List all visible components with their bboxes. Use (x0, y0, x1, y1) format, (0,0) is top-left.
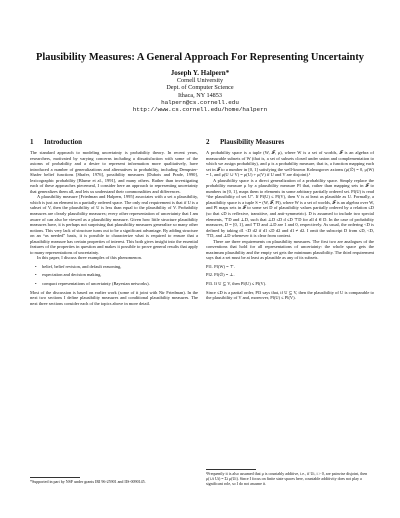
intro-paragraph-4: Most of the discussion is based on earlier work (some of it joint with Nir Friedman). In the next two sections I define plausibility measures and conditional plausibility measures. The next three sections consider each of the topics above in more detail. (30, 289, 198, 306)
list-item: • belief, belief revision, and default reasoning, (42, 264, 198, 270)
author-email: halpern@cs.cornell.edu (161, 99, 239, 107)
pm-paragraph-1: A probability space is a tuple (W, 𝓕, μ), where W is a set of worlds, 𝓕 is an algebra of measurable subsets of W (that is, a set of subsets closed under union and complementation to which we assign probability), and μ is a probability measure, that is, a function mapping each set in 𝓕 to a number in [0, 1] satisfying the well-known Kolmogorov axioms (μ(∅) = 0, μ(W) = 1, and μ(U ∪ V) = μ(U) + μ(V) if U and V are disjoint).¹ (206, 150, 374, 178)
list-item: • compact representations of uncertainty (Bayesian networks). (42, 281, 198, 287)
paper-title: Plausibility Measures: A General Approach For Representing Uncertainty (36, 52, 364, 63)
affiliation-line-2: Dept. of Computer Science (166, 84, 234, 92)
axiom-list (206, 264, 374, 287)
pm-paragraph-3: There are three requirements on plausibility measures. The first two are analogues of the conventions that hold for all representations of uncertainty: the whole space gets the maximum plausibility and the empty set gets the minimum plausibility. The third requirement says that a set must be at least as plausible as any of its subsets. (206, 238, 374, 261)
funding-footnote: *Supported in part by NSF under grants IRI 96-25901 and IIS-0090145. (30, 479, 146, 484)
right-column (206, 138, 374, 301)
author-name: Joseph Y. Halpern* (170, 69, 230, 77)
author-url: http://www.cs.cornell.edu/home/halpern (132, 106, 268, 114)
additivity-footnote: ¹Frequently it is also assumed that μ is countably additive, i.e., if Ui, i > 0, are pairwise disjoint, then μ(∪i Ui) = Σi μ(Ui). Since I focus on finite state spaces here, countable additivity does not play a significant role, so I do not assume it. (206, 471, 368, 486)
left-column (30, 138, 198, 306)
intro-paragraph-1: The standard approach to modeling uncertainty is probability theory. In recent years, researchers, motivated by varying concerns including a dissatisfaction with some of the axioms of probability and a desire to represent information more qualitatively, have introduced a number of generalizations and alternatives to probability, including Dempster-Shafer belief functions [Shafer, 1976], possibility measures [Dubois and Prade, 1990], lexicographic probability [Blume et al., 1991], and many others. Rather than investigating each of these approaches piecemeal, I consider here an approach to representing uncertainty that generalizes them all, and lets us understand their commonalities and differences. (30, 150, 198, 194)
right-footnote-area (206, 465, 374, 487)
section-number: 2 (206, 138, 210, 146)
section-heading-introduction (30, 138, 198, 146)
pm-paragraph-2: A plausibility space is a direct generalization of a probability space. Simply replace the probability measure μ by a plausibility measure Pl that, rather than mapping sets in 𝓕 to numbers in [0, 1], maps them to elements in some arbitrary partially ordered set. Pl(U) is read “the plausibility of set U”. If Pl(U) ≤ Pl(V), then V is at least as plausible as U. Formally, a plausibility space is a tuple S = (W, 𝓕, Pl), where W is a set of worlds, 𝓕 is an algebra over W, and Pl maps sets in 𝓕 to some set D of plausibility values partially ordered by a relation ≤D (so that ≤D is reflexive, transitive, and anti-symmetric). D is assumed to include two special elements, ⊤D and ⊥D, such that ⊥D ≤D d ≤D ⊤D for all d ∈ D. In the case of probability measures, D = [0, 1], and ⊤D and ⊥D are 1 and 0, respectively. As usual, the ordering <D is defined by taking d1 <D d2 if d1 ≤D d2 and d1 ≠ d2. I omit the subscript D from ≤D, <D, ⊤D, and ⊥D whenever it is clear from context. (206, 177, 374, 239)
intro-paragraph-3: In this paper, I discuss three examples of this phenomenon. (37, 255, 142, 261)
axiom-pl3: Pl3. If U ⊆ V, then Pl(U) ≤ Pl(V). (206, 281, 267, 287)
section-title: Plausibility Measures (220, 138, 285, 146)
footnote-rule (30, 477, 80, 478)
axiom-pl1: Pl1. Pl(W) = ⊤. (206, 263, 235, 269)
paper-header (0, 52, 400, 113)
intro-paragraph-2: A plausibility measure [Friedman and Halpern, 1995] associates with a set a plausibility, which is just an element in a partially ordered space. The only real requirement is that if U is a subset of V, then the plausibility of U is less than equal to the plausibility of V. Probability measures are clearly plausibility measures; every other representation of uncertainty that I am aware of can also be viewed as a plausibility measure. Given how little structure plausibility measures have, it is perhaps not surprising that plausibility measures generalize so many other notions. This very lack of structure turns out to be a significant advantage. By adding structure on an “as needed” basis, it is possible to characterize what is required to ensure that a plausibility measure has certain properties of interest. This both gives insight into the essential features of the properties in question and makes it possible to prove general results that apply to many representations of uncertainty. (30, 194, 198, 255)
section-number: 1 (30, 138, 34, 146)
footnote-rule (206, 469, 256, 470)
axiom-pl2: Pl2. Pl(∅) = ⊥. (206, 272, 235, 278)
affiliation-line-3: Ithaca, NY 14853 (178, 91, 222, 99)
section-title: Introduction (44, 138, 82, 146)
affiliation-line-1: Cornell University (176, 77, 224, 84)
section-heading-plausibility-measures (206, 138, 374, 146)
topic-list (30, 264, 198, 287)
left-footnote-area (30, 473, 198, 485)
pm-paragraph-4: Since ≤D is a partial order, Pl3 says that, if U ⊆ V, then the plausibility of U is comparable to the plausibility of V and, moreover, Pl(U) ≤ Pl(V). (206, 289, 374, 301)
list-item: • expectation and decision making, (42, 272, 198, 278)
